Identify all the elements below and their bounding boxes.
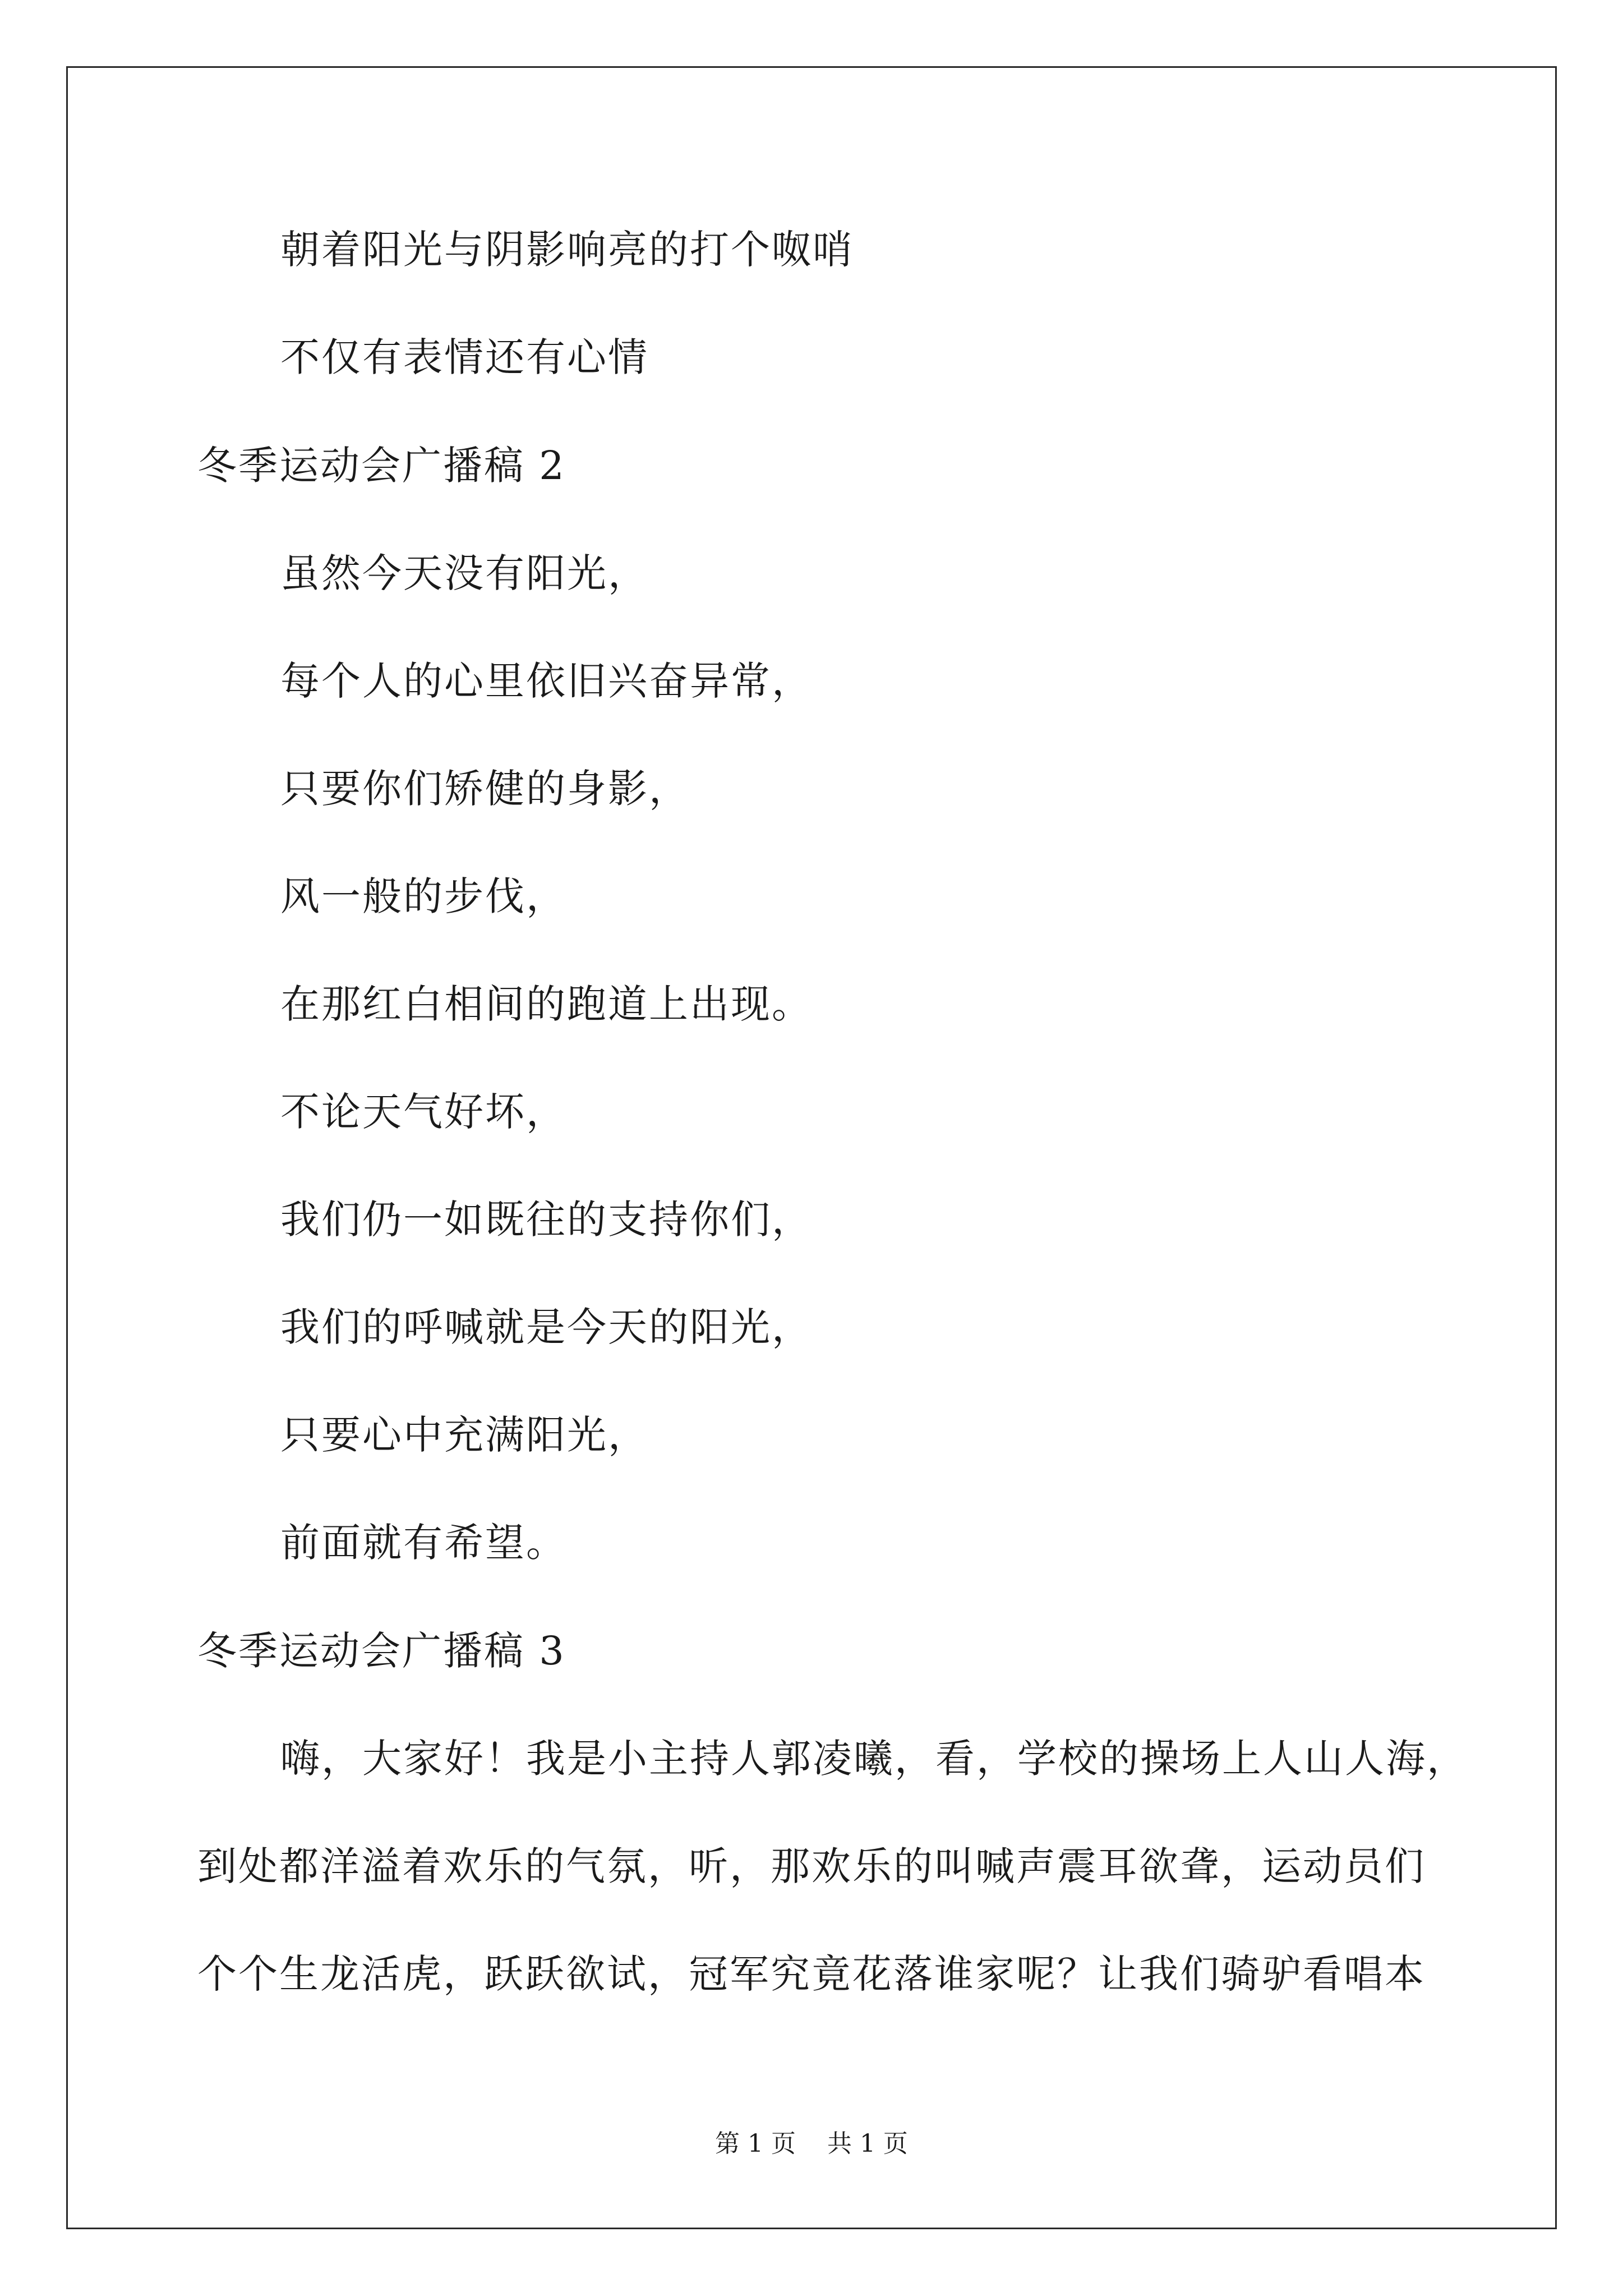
page-border [66,66,1557,2229]
text-line: 只要心中充满阳光， [280,1412,649,1458]
page-number-footer: 第 1 页 共 1 页 [715,2129,908,2158]
paragraph-line: 到处都洋溢着欢乐的气氛，听，那欢乐的叫喊声震耳欲聋，运动员们 [197,1843,1426,1889]
text-line: 朝着阳光与阴影响亮的打个呶哨 [280,227,854,273]
text-line: 我们仍一如既往的支持你们， [280,1197,813,1243]
text-line: 每个人的心里依旧兴奋异常， [280,658,813,704]
text-line: 我们的呼喊就是今天的阳光， [280,1304,813,1350]
paragraph-line: 嗨，大家好！我是小主持人郭凌曦，看，学校的操场上人山人海， [280,1736,1468,1782]
text-line: 虽然今天没有阳光， [280,550,649,596]
paragraph-line: 个个生龙活虎，跃跃欲试，冠军究竟花落谁家呢？让我们骑驴看唱本 [197,1951,1426,1997]
text-line: 不论天气好坏， [280,1089,567,1135]
text-line: 不仅有表情还有心情 [280,334,649,380]
section-title: 冬季运动会广播稿 2 [197,443,566,489]
text-line: 风一般的步伐， [280,873,567,919]
section-title: 冬季运动会广播稿 3 [197,1628,566,1674]
text-line: 前面就有希望。 [280,1520,567,1566]
text-line: 只要你们矫健的身影， [280,766,690,812]
text-line: 在那红白相间的跑道上出现。 [280,981,813,1027]
